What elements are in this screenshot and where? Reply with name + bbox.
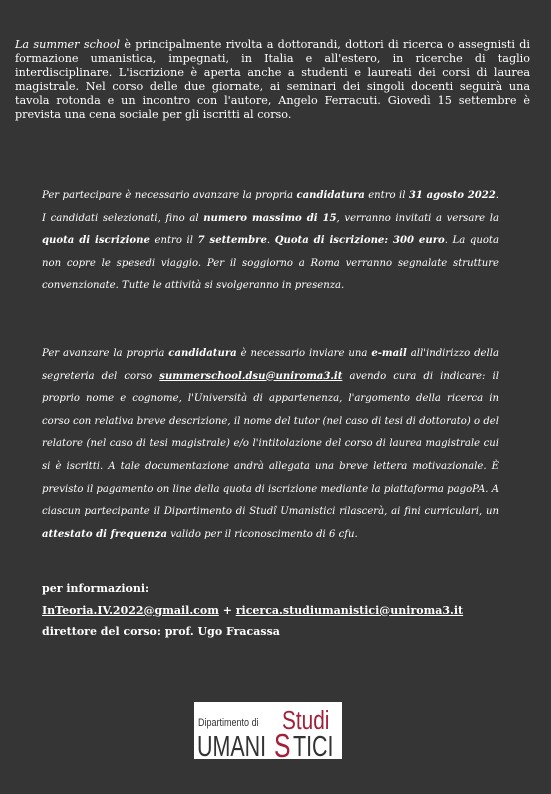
logo-studi-text: Studi <box>282 705 330 735</box>
secretary-email-link[interactable]: summerschool.dsu@uniroma3.it <box>159 370 343 382</box>
course-director: direttore del corso: prof. Ugo Fracassa <box>42 625 280 638</box>
participation-text: . I candidati selezionati, fino al <box>42 190 500 224</box>
candidatura-term: candidatura <box>168 348 237 359</box>
participation-text: . La quota non copre le spesedi viaggio. Per il soggiorno a Roma verranno segnalate strutture convenzionate. Tutte le attività si svolgeranno in presenza. <box>42 235 499 292</box>
email-separator: + <box>218 603 236 617</box>
participation-text: , verranno invitati a versare la <box>336 212 499 224</box>
logo-tici-text: TICI <box>293 730 334 759</box>
max-number: numero massimo di 15 <box>203 212 337 224</box>
logo-umani-text: UMANI <box>197 730 267 759</box>
logo-s-text: S <box>274 728 291 759</box>
payment-date: 7 settembre <box>197 235 267 247</box>
email-term: e-mail <box>371 348 407 359</box>
certificate-term: attestato di frequenza <box>42 528 167 540</box>
deadline-date: 31 agosto 2022 <box>408 190 496 201</box>
participation-text: entro il <box>364 190 409 201</box>
contact-emails <box>42 600 502 622</box>
fee-term: quota di iscrizione <box>42 235 150 247</box>
application-text: all'indirizzo della segreteria del corso <box>42 348 499 382</box>
candidatura-term: candidatura <box>296 190 365 201</box>
application-text: valido per il riconoscimento di 6 cfu. <box>167 528 358 540</box>
participation-paragraph <box>42 185 499 298</box>
logo-dipartimento-text: Dipartimento di <box>198 717 259 730</box>
intro-paragraph <box>15 38 530 122</box>
application-paragraph <box>42 343 499 546</box>
contact-info <box>42 578 502 643</box>
intro-text: è principalmente rivolta a dottorandi, dottori di ricerca o assegnisti di formazione umanistica, impegnati, in Italia e all'estero, in ricerche di taglio interdisciplinare. L'iscrizione è aperta anche a studenti e laureati dei corsi di laurea magistrale. Nel corso delle due giornate, ai seminari dei singoli docenti seguirà una tavola rotonda e un incontro con l'autore, Angelo Ferracuti. Giovedì 15 settembre è prevista una cena sociale per gli iscritti al corso. <box>15 38 530 121</box>
participation-text: Per partecipare è necessario avanzare la propria <box>42 190 297 201</box>
application-text: è necessario inviare una <box>236 348 372 359</box>
application-text: Per avanzare la propria <box>42 348 169 359</box>
inteoria-email-link[interactable]: InTeoria.IV.2022@gmail.com <box>42 603 219 617</box>
department-logo-graphic <box>194 702 342 759</box>
participation-text: entro il <box>149 235 198 247</box>
fee-amount: Quota di iscrizione: 300 euro <box>274 235 445 247</box>
participation-text: . <box>266 235 275 247</box>
department-logo <box>194 702 342 759</box>
application-text: avendo cura di indicare: il proprio nome e cognome, l'Università di appartenenza, l'argomento della ricerca in corso con relativa breve descrizione, il nome del tutor (nel caso di tesi di dottorato) o del relatore (nel caso di tesi magistrale) e/o l'intitolazione del corso di laurea magistrale cui si è iscritti. A tale documentazione andrà allegata una breve lettera motivazionale. È previsto il pagamento on line della quota di iscrizione mediante la piattaforma pagoPA. A ciascun partecipante il Dipartimento di Studî Umanistici rilascerà, ai fini curriculari, un <box>42 370 500 518</box>
info-label: per informazioni: <box>42 582 150 595</box>
ricerca-email-link[interactable]: ricerca.studiumanistici@uniroma3.it <box>235 603 464 617</box>
summer-school-term: La summer school <box>15 38 121 51</box>
